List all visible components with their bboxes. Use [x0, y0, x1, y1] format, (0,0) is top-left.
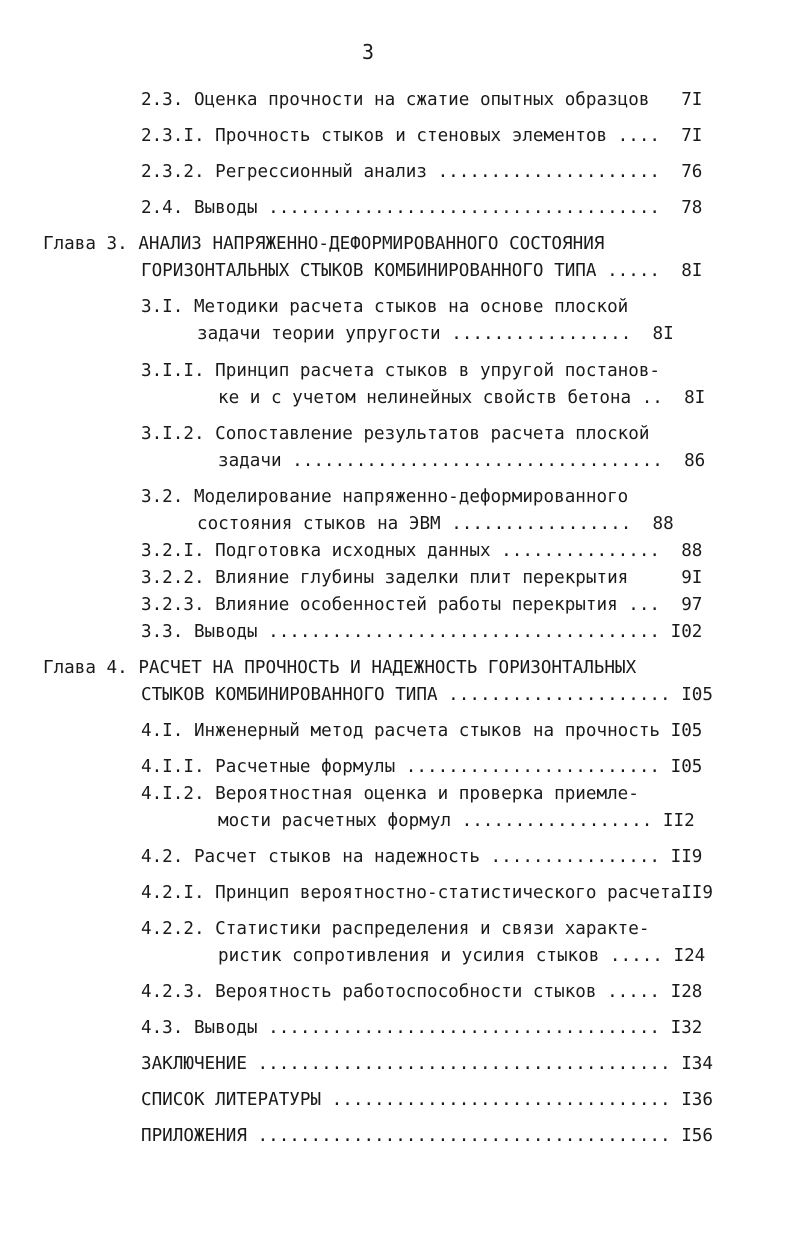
toc-entry-3-1: 3.I. Методики расчета стыков на основе плоской: [141, 297, 629, 317]
toc-entry-2-3: 2.3. Оценка прочности на сжатие опытных образцов 7I: [141, 90, 703, 110]
toc-entry-3-3: 3.3. Выводы ..................................... I02: [141, 622, 703, 642]
toc-entry-bibliography: СПИСОК ЛИТЕРАТУРЫ ................................ I36: [141, 1090, 713, 1110]
toc-chapter-4-heading: Глава 4. РАСЧЕТ НА ПРОЧНОСТЬ И НАДЕЖНОСТЬ ГОРИЗОНТАЛЬНЫХ: [43, 658, 637, 678]
toc-entry-2-3-1: 2.3.I. Прочность стыков и стеновых элементов .... 7I: [141, 126, 703, 146]
toc-entry-4-2-2: 4.2.2. Статистики распределения и связи характе-: [141, 919, 650, 939]
toc-entry-4-3: 4.3. Выводы ..................................... I32: [141, 1018, 703, 1038]
toc-chapter-3-heading-cont: ГОРИЗОНТАЛЬНЫХ СТЫКОВ КОМБИНИРОВАННОГО ТИПА ..... 8I: [141, 261, 703, 281]
toc-entry-4-1: 4.I. Инженерный метод расчета стыков на прочность I05: [141, 721, 703, 741]
toc-chapter-4-heading-cont: СТЫКОВ КОМБИНИРОВАННОГО ТИПА ..................... I05: [141, 685, 713, 705]
toc-entry-3-2-3: 3.2.3. Влияние особенностей работы перекрытия ... 97: [141, 595, 703, 615]
toc-entry-4-2: 4.2. Расчет стыков на надежность ................ II9: [141, 847, 703, 867]
toc-entry-4-2-1: 4.2.I. Принцип вероятностно-статистического расчетаII9: [141, 883, 713, 903]
toc-entry-3-1-2: 3.I.2. Сопоставление результатов расчета плоской: [141, 424, 650, 444]
toc-entry-3-2-2: 3.2.2. Влияние глубины заделки плит перекрытия 9I: [141, 568, 703, 588]
toc-entry-3-2-cont: состояния стыков на ЭВМ ................. 88: [197, 514, 674, 534]
toc-entry-3-2: 3.2. Моделирование напряженно-деформированного: [141, 487, 629, 507]
toc-entry-4-1-2-cont: мости расчетных формул .................. II2: [218, 811, 695, 831]
page-number: 3: [361, 40, 375, 64]
toc-entry-appendices: ПРИЛОЖЕНИЯ ....................................... I56: [141, 1126, 713, 1146]
toc-entry-3-1-cont: задачи теории упругости ................. 8I: [197, 324, 674, 344]
toc-chapter-3-heading: Глава 3. АНАЛИЗ НАПРЯЖЕННО-ДЕФОРМИРОВАННОГО СОСТОЯНИЯ: [43, 234, 605, 254]
toc-entry-2-4: 2.4. Выводы ..................................... 78: [141, 198, 703, 218]
toc-entry-3-2-1: 3.2.I. Подготовка исходных данных ............... 88: [141, 541, 703, 561]
toc-entry-4-2-2-cont: ристик сопротивления и усилия стыков ..... I24: [218, 946, 706, 966]
toc-entry-4-1-2: 4.I.2. Вероятностная оценка и проверка приемле-: [141, 784, 639, 804]
toc-entry-4-2-3: 4.2.3. Вероятность работоспособности стыков ..... I28: [141, 982, 703, 1002]
toc-entry-3-1-1: 3.I.I. Принцип расчета стыков в упругой постанов-: [141, 361, 661, 381]
toc-entry-2-3-2: 2.3.2. Регрессионный анализ ..................... 76: [141, 162, 703, 182]
toc-entry-4-1-1: 4.I.I. Расчетные формулы ........................ I05: [141, 757, 703, 777]
toc-entry-3-1-2-cont: задачи ................................... 86: [218, 451, 706, 471]
toc-entry-conclusion: ЗАКЛЮЧЕНИЕ ....................................... I34: [141, 1054, 713, 1074]
toc-entry-3-1-1-cont: ке и с учетом нелинейных свойств бетона .. 8I: [218, 388, 706, 408]
